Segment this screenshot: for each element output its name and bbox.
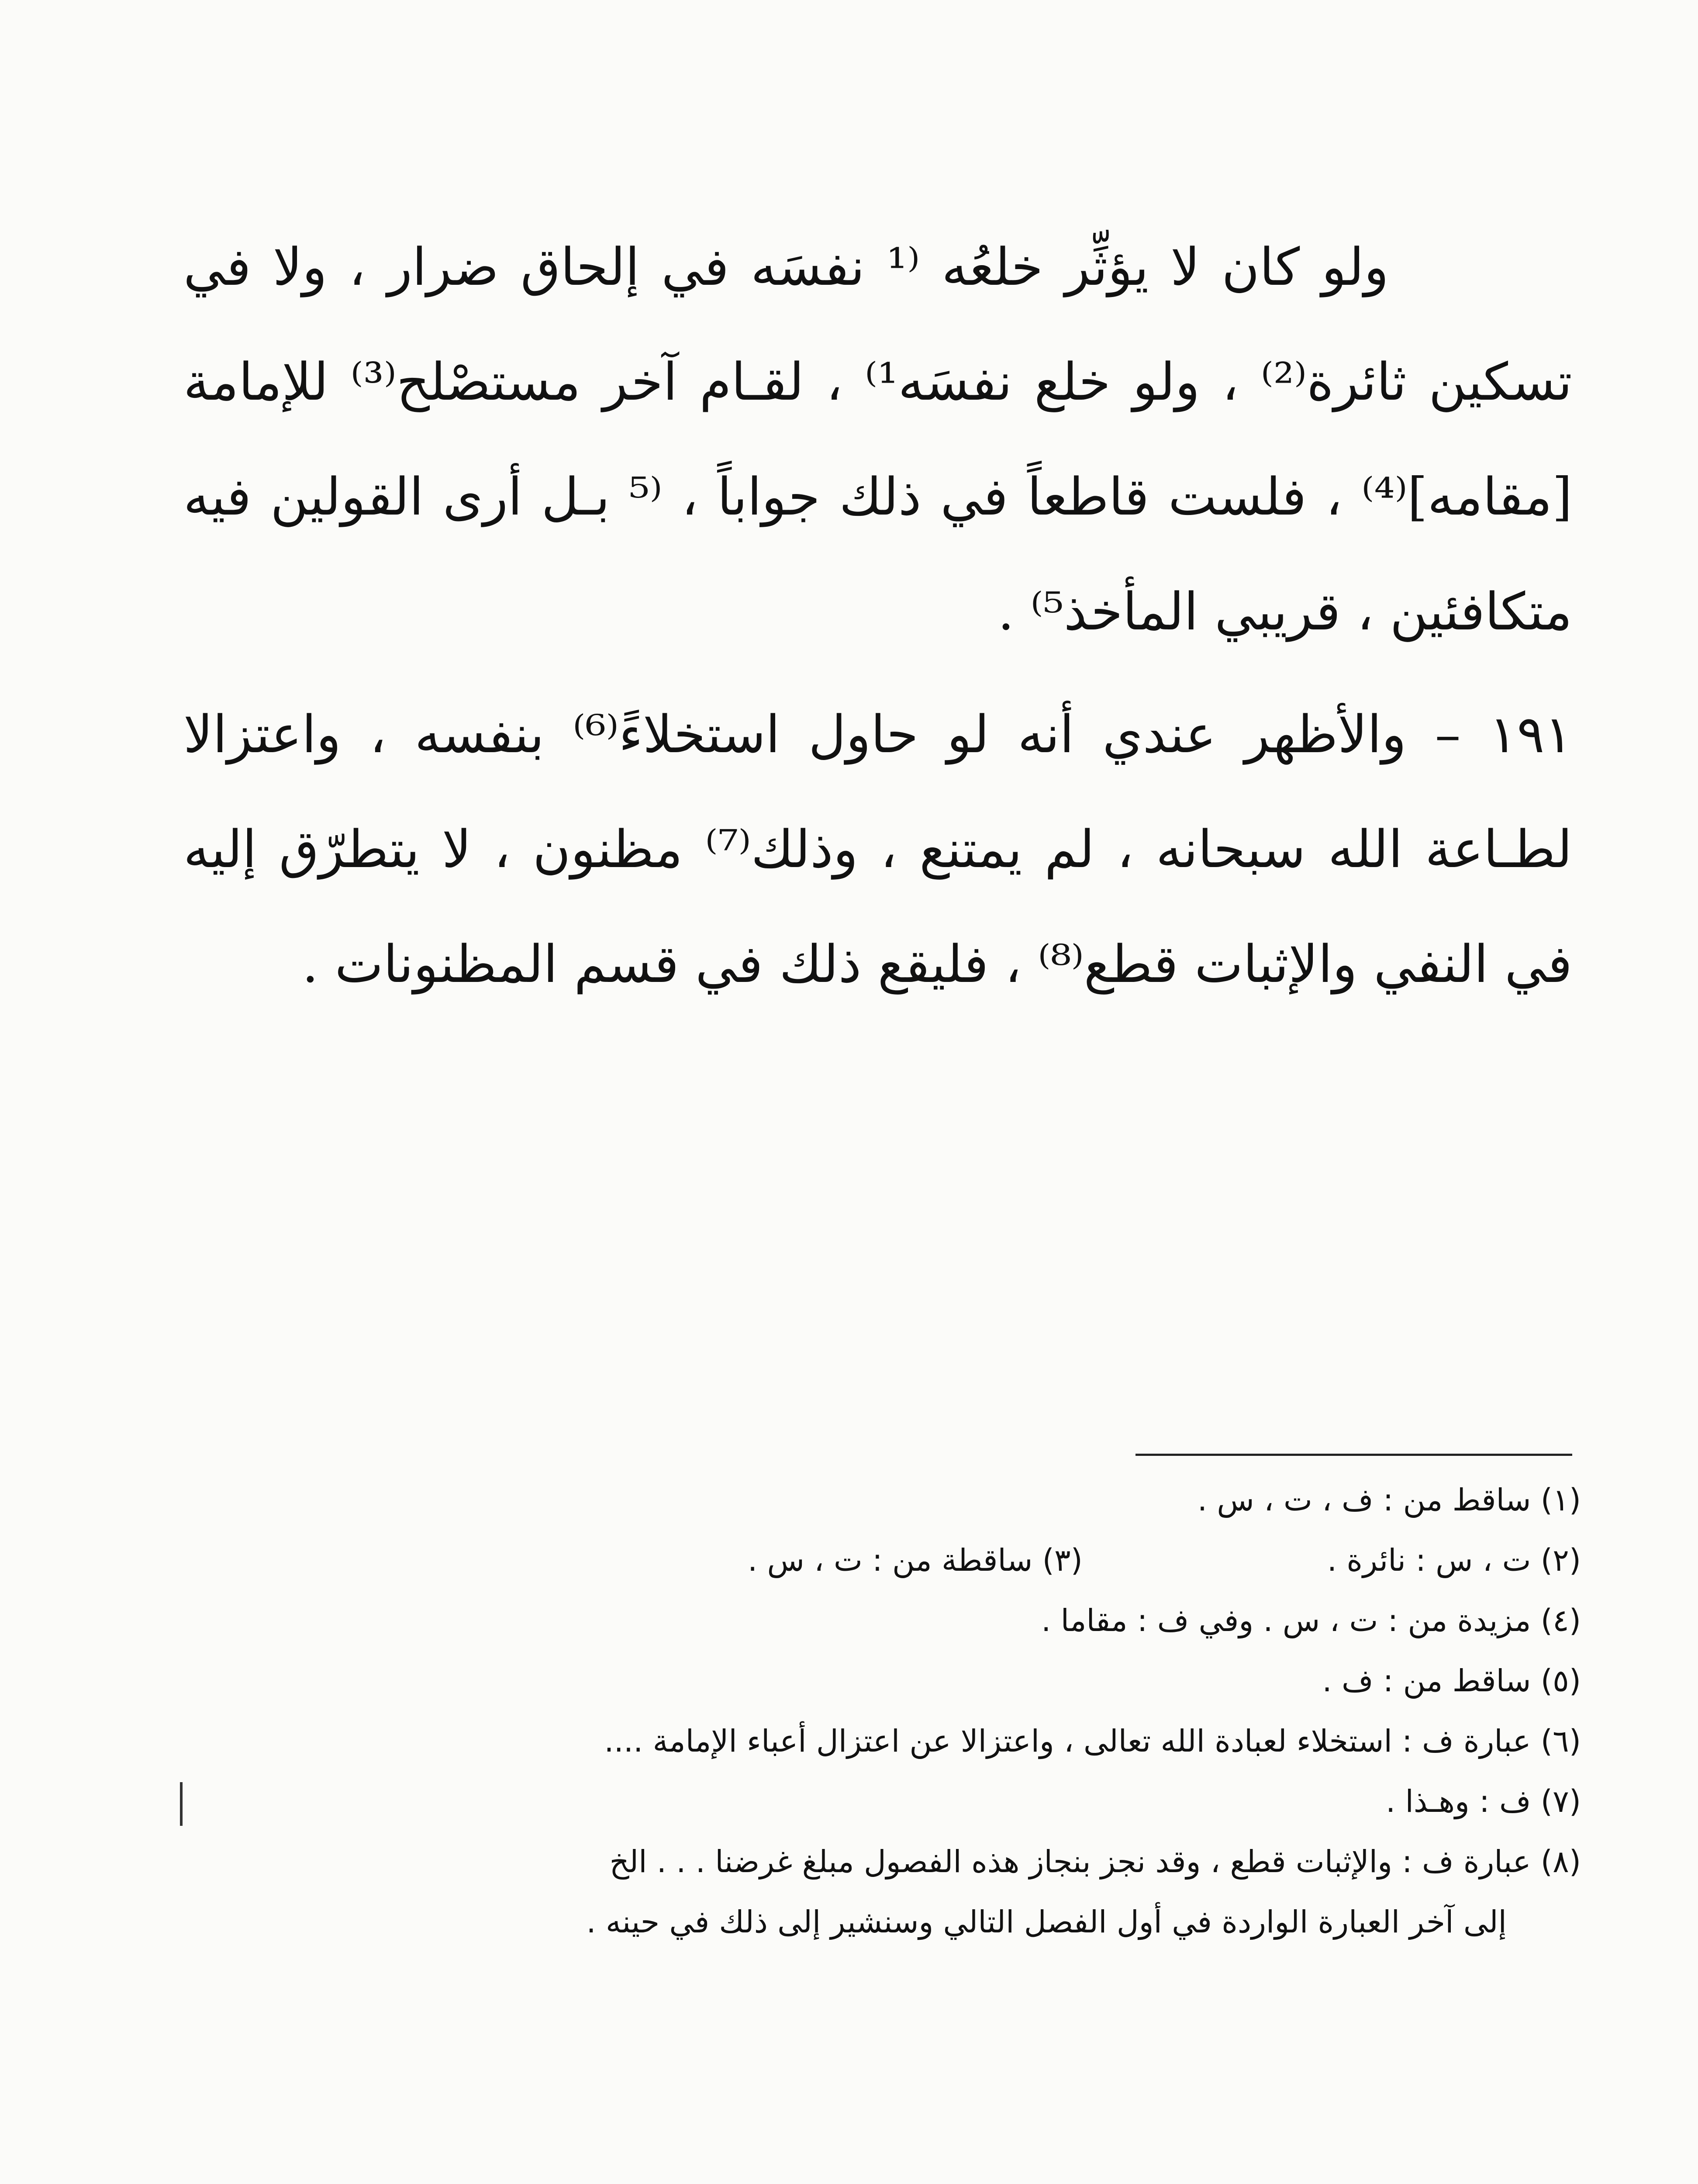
footnotes xyxy=(183,1470,1581,1952)
footnote-7: (٧) ف : وهـذا . xyxy=(1385,1783,1581,1819)
paragraph-2 xyxy=(183,677,1572,1022)
footnote-2: (٢) ت ، س : نائرة . xyxy=(1327,1542,1581,1578)
footnote-1: (١) ساقط من : ف ، ت ، س . xyxy=(1197,1482,1581,1518)
footnote-5: (٥) ساقط من : ف . xyxy=(1322,1663,1581,1699)
paragraph-1 xyxy=(183,210,1572,669)
footnote-3: (٣) ساقطة من : ت ، س . xyxy=(747,1542,1083,1578)
paragraph-2-text: والأظهر عندي أنه لو حاول استخلاءً⁽⁶⁾ بنفسه ، واعتزالا لطـاعة الله سبحانه ، لم يمتنع ، وذلك⁽⁷⁾ مظنون ، لا يتطرّق إليه في النفي والإثبات قطع⁽⁸⁾ ، فليقع ذلك في قسم المظنونات . xyxy=(183,704,1572,994)
footnote-4: (٤) مزيدة من : ت ، س . وفي ف : مقاما . xyxy=(1041,1603,1581,1638)
paragraph-1-text: ولو كان لا يؤثِّر خلعُه ⁽¹ نفسَه في إلحاق ضرار ، ولا في تسكين ثائرة⁽²⁾ ، ولو خلع نفسَه¹⁾ ، لقـام آخر مستصْلح⁽³⁾ للإمامة [مقامه]⁽⁴⁾ ، فلست قاطعاً في ذلك جواباً ، ⁽⁵ بـل أرى القولين فيه متكافئين ، قريبي المأخذ⁵⁾ . xyxy=(183,237,1573,642)
footnote-row-2-3 xyxy=(183,1530,1581,1590)
paragraph-number: ١٩١ – xyxy=(1435,704,1572,764)
margin-mark xyxy=(180,1782,183,1826)
footnote-8-continuation: إلى آخر العبارة الواردة في أول الفصل التالي وسنشير إلى ذلك في حينه . xyxy=(586,1904,1507,1940)
footnote-6: (٦) عبارة ف : استخلاء لعبادة الله تعالى ، واعتزالا عن اعتزال أعباء الإمامة .... xyxy=(604,1723,1581,1759)
footnote-8: (٨) عبارة ف : والإثبات قطع ، وقد نجز بنجاز هذه الفصول مبلغ غرضنا . . . الخ xyxy=(609,1844,1581,1880)
footnote-separator xyxy=(1135,1454,1572,1456)
